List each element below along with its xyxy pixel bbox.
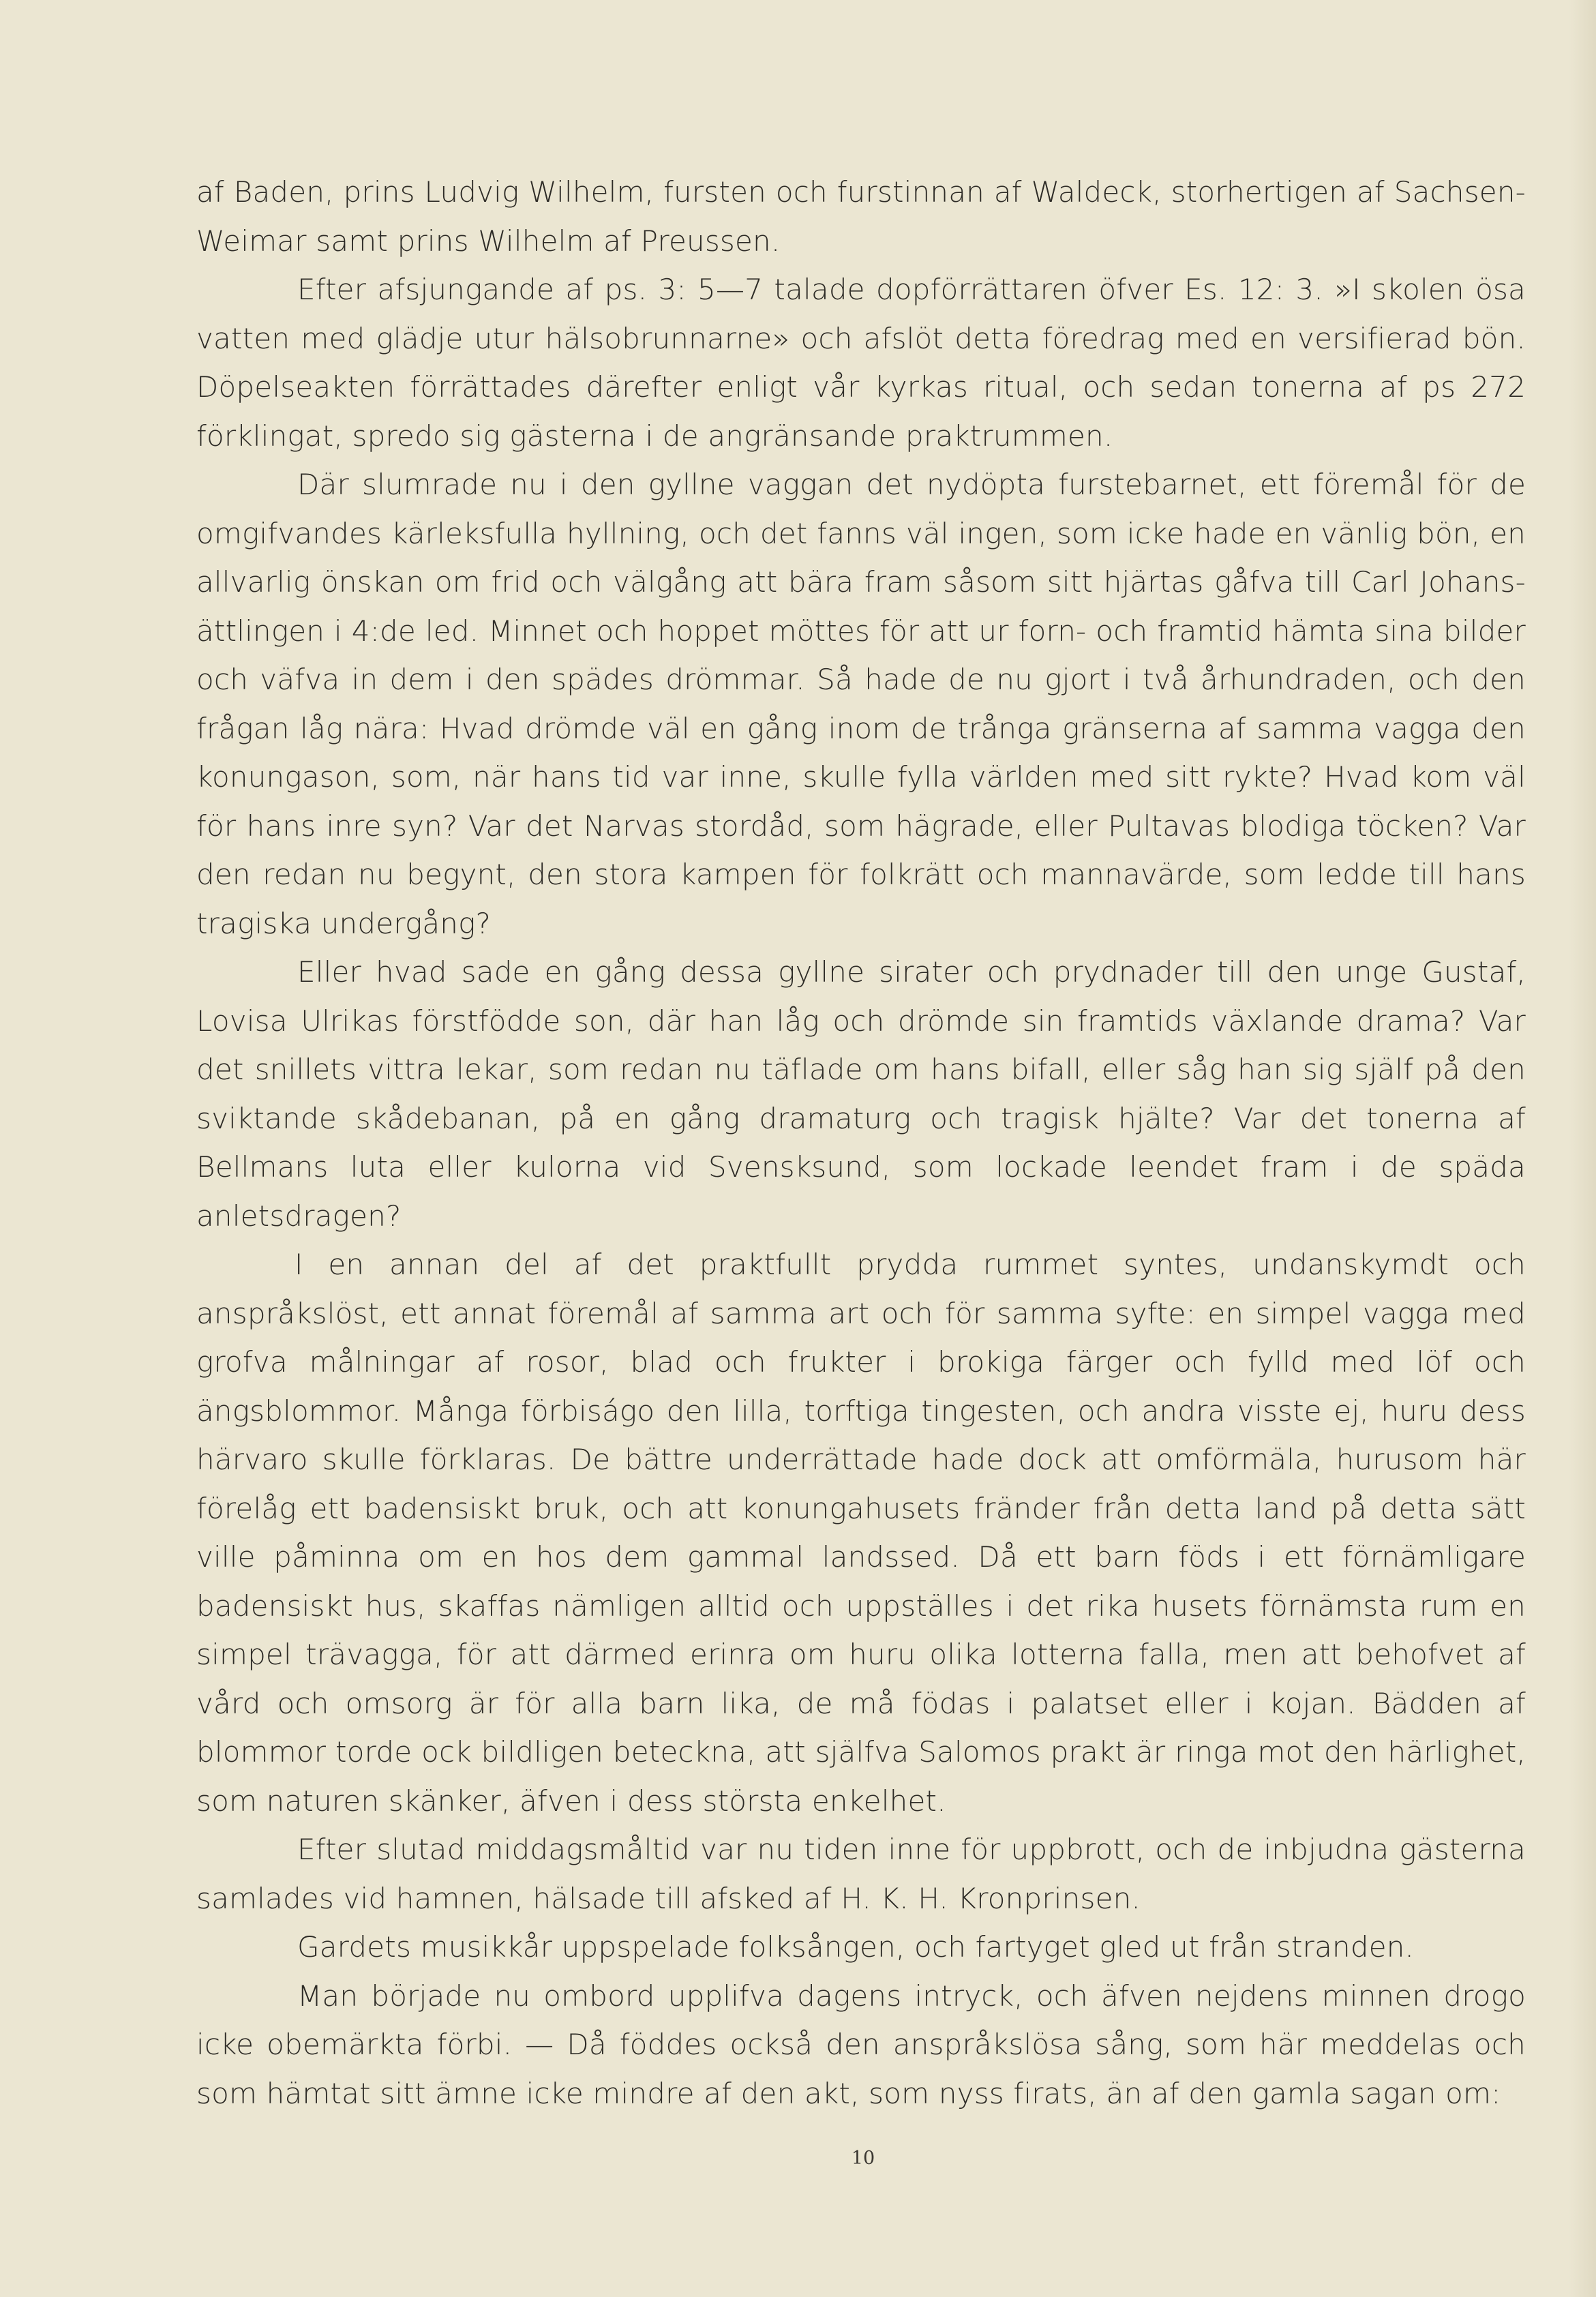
- paragraph-1: af Baden, prins Ludvig Wilhelm, fursten och furstinnan af Waldeck, storhertigen af Sachsen-Weimar samt prins Wilhelm af Preussen.: [196, 175, 1526, 258]
- paragraph-4: Eller hvad sade en gång dessa gyllne sirater och prydnader till den unge Gustaf, Lovisa Ulrikas förstfödde son, där han låg och drömde sin framtids växlande drama? Var det snillets vittra lekar, som redan nu täflade om hans bifall, eller såg han sig själf på den sviktande skådebanan, på en gång dramaturg och tragisk hjälte? Var det tonerna af Bellmans luta eller kulorna vid Svensksund, som lockade leendet fram i de späda anletsdragen?: [196, 955, 1526, 1233]
- page-edge-shadow: [1569, 0, 1596, 2297]
- paragraph-8: Man började nu ombord upplifva dagens intryck, och äfven nejdens minnen drogo icke obemärkta förbi. — Då föddes också den anspråkslösa sång, som här meddelas och som hämtat sitt ämne icke mindre af den akt, som nyss firats, än af den gamla sagan om:: [196, 1979, 1526, 2110]
- paragraph-3: Där slumrade nu i den gyllne vaggan det nydöpta furstebarnet, ett föremål för de omgifvandes kärleksfulla hyllning, och det fanns väl ingen, som icke hade en vänlig bön, en allvarlig önskan om frid och välgång att bära fram såsom sitt hjärtas gåfva till Carl Johans-ättlingen i 4:de led. Minnet och hoppet möttes för att ur forn- och framtid hämta sina bilder och väfva in dem i den spädes drömmar. Så hade de nu gjort i två århundraden, och den frågan låg nära: Hvad drömde väl en gång inom de trånga gränserna af samma vagga den konungason, som, när hans tid var inne, skulle fylla världen med sitt rykte? Hvad kom väl för hans inre syn? Var det Narvas stordåd, som hägrade, eller Pultavas blodiga töcken? Var den redan nu begynt, den stora kampen för folkrätt och mannavärde, som ledde till hans tragiska undergång?: [196, 468, 1526, 940]
- body-text: [196, 168, 1526, 2118]
- paragraph-5: I en annan del af det praktfullt prydda rummet syntes, undanskymdt och anspråkslöst, ett annat föremål af samma art och för samma syfte: en simpel vagga med grofva målningar af rosor, blad och frukter i brokiga färger och fylld med löf och ängsblommor. Många förbiságo den lilla, torftiga tingesten, och andra visste ej, huru dess härvaro skulle förklaras. De bättre underrättade hade dock att omförmäla, hurusom här förelåg ett badensiskt bruk, och att konungahusets fränder från detta land på detta sätt ville påminna om en hos dem gammal landssed. Då ett barn föds i ett förnämligare badensiskt hus, skaffas nämligen alltid och uppställes i det rika husets förnämsta rum en simpel trävagga, för att därmed erinra om huru olika lotterna falla, men att behofvet af vård och omsorg är för alla barn lika, de må födas i palatset eller i kojan. Bädden af blommor torde ock bildligen beteckna, att själfva Salomos prakt är ringa mot den härlighet, som naturen skänker, äfven i dess största enkelhet.: [196, 1248, 1526, 1818]
- page-number: 10: [851, 2148, 875, 2169]
- paragraph-7: Gardets musikkår uppspelade folksången, och fartyget gled ut från stranden.: [297, 1930, 1415, 1964]
- paragraph-6: Efter slutad middagsmåltid var nu tiden inne för uppbrott, och de inbjudna gästerna samlades vid hamnen, hälsade till afsked af H. K. H. Kronprinsen.: [196, 1833, 1526, 1915]
- paragraph-2: Efter afsjungande af ps. 3: 5—7 talade dopförrättaren öfver Es. 12: 3. »I skolen ösa vatten med glädje utur hälsobrunnarne» och afslöt detta föredrag med en versifierad bön. Döpelseakten förrättades därefter enligt vår kyrkas ritual, och sedan tonerna af ps 272 förklingat, spredo sig gästerna i de angränsande praktrummen.: [196, 273, 1526, 453]
